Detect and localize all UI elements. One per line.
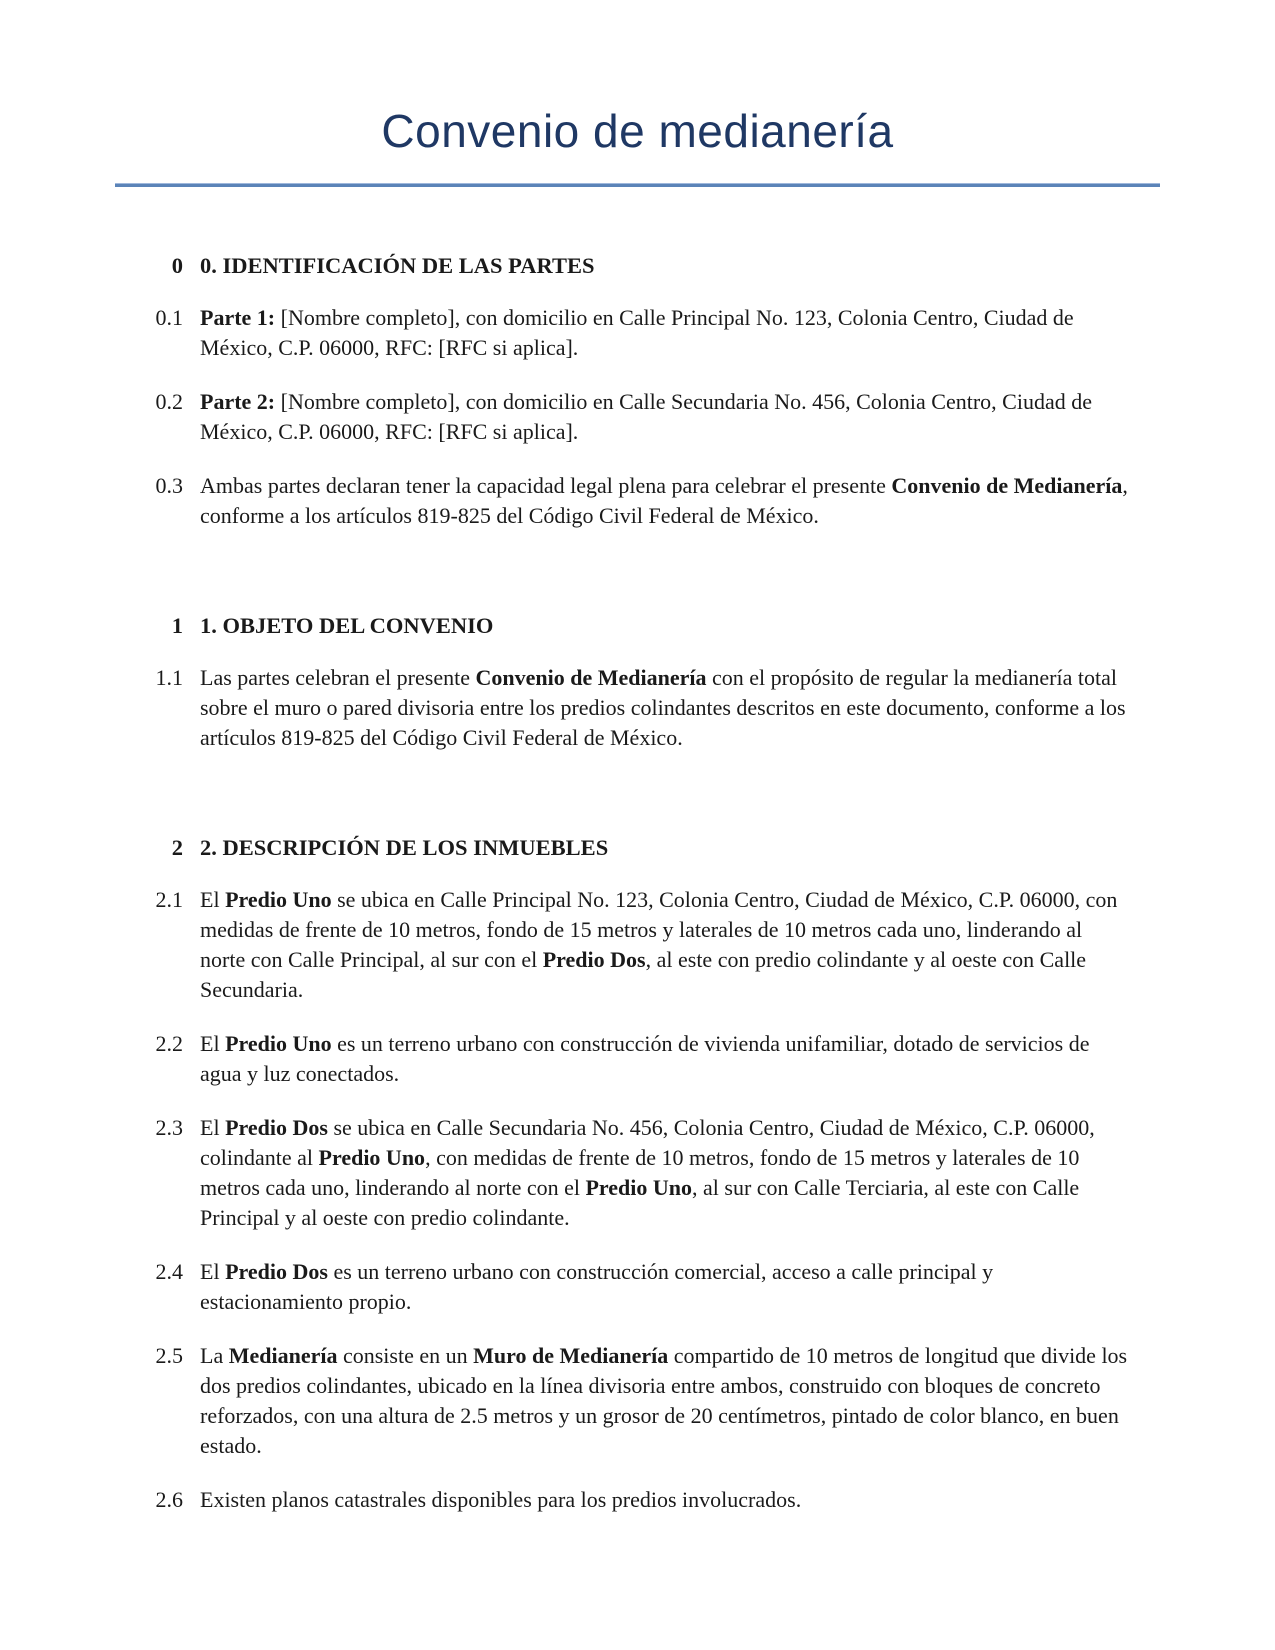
- text-segment: es un terreno urbano con construcción de vivienda unifamiliar, dotado de servicios de agua y luz conectados.: [200, 1031, 1090, 1087]
- item-number: 1.1: [155, 665, 183, 691]
- item-number: 0: [171, 253, 183, 279]
- text-segment: El: [200, 1259, 226, 1285]
- document-title: Convenio de medianería: [381, 105, 894, 157]
- text-segment: consiste en un: [337, 1343, 474, 1369]
- bold-text-segment: Predio Uno: [585, 1175, 693, 1201]
- numbered-paragraph: [115, 1257, 1132, 1317]
- text-segment: [Nombre completo], con domicilio en Calle Secundaria No. 456, Colonia Centro, Ciudad de México, C.P. 06000, RFC: [RFC si aplica].: [200, 389, 1092, 445]
- heading-text: [200, 833, 1132, 863]
- bold-text-segment: Medianería: [228, 1343, 338, 1369]
- numbered-paragraph: [115, 387, 1132, 447]
- paragraph-text: [200, 663, 1132, 753]
- numbered-paragraph: [115, 1341, 1132, 1461]
- section-heading: [115, 611, 1132, 641]
- text-segment: compartido de 10 metros de longitud que divide los dos predios colindantes, ubicado en la línea divisoria entre ambos, construido con bloques de concreto reforzados, con una altura de 2.5 metros y un grosor de 20 centímetros, pintado de color blanco, en buen estado.: [200, 1343, 1128, 1459]
- paragraph-text: [200, 1485, 1132, 1515]
- paragraph-text: [200, 1113, 1132, 1233]
- bold-text-segment: Convenio de Medianería: [891, 473, 1123, 499]
- bold-text-segment: 2. DESCRIPCIÓN DE LOS INMUEBLES: [200, 835, 609, 861]
- text-segment: Las partes celebran el presente: [200, 665, 476, 691]
- bold-text-segment: Predio Dos: [225, 1115, 328, 1141]
- item-number: 2.4: [155, 1259, 183, 1285]
- text-segment: La: [200, 1343, 229, 1369]
- item-number: 0.3: [155, 473, 183, 499]
- numbered-paragraph: [115, 663, 1132, 753]
- text-segment: se ubica en Calle Principal No. 123, Colonia Centro, Ciudad de México, C.P. 06000, con medidas de frente de 10 metros, fondo de 15 metros y laterales de 10 metros cada uno, linderando al norte con Calle Principal, al sur con el: [200, 887, 1118, 973]
- text-segment: con el propósito de regular la medianería total sobre el muro o pared divisoria entre los predios colindantes descritos en este documento, conforme a los artículos 819-825 del Código Civil Federal de México.: [200, 665, 1126, 751]
- numbered-paragraph: [115, 471, 1132, 531]
- text-segment: [Nombre completo], con domicilio en Calle Principal No. 123, Colonia Centro, Ciudad de México, C.P. 06000, RFC: [RFC si aplica].: [200, 305, 1074, 361]
- bold-text-segment: Parte 1:: [200, 305, 276, 331]
- bold-text-segment: Predio Uno: [225, 887, 332, 913]
- text-segment: , al sur con Calle Terciaria, al este con Calle Principal y al oeste con predio colindante.: [200, 1175, 1080, 1231]
- bold-text-segment: Predio Uno: [318, 1145, 426, 1171]
- paragraph-text: [200, 1029, 1132, 1089]
- paragraph-text: [200, 885, 1132, 1005]
- item-number: 2.5: [155, 1343, 183, 1369]
- item-number: 0.1: [155, 305, 183, 331]
- bold-text-segment: Predio Dos: [225, 1259, 328, 1285]
- text-segment: Existen planos catastrales disponibles para los predios involucrados.: [200, 1487, 802, 1513]
- section-heading: [115, 833, 1132, 863]
- title-rule-divider: [115, 183, 1160, 187]
- item-number: 0.2: [155, 389, 183, 415]
- text-segment: Ambas partes declaran tener la capacidad legal plena para celebrar el presente: [200, 473, 892, 499]
- bold-text-segment: 0. IDENTIFICACIÓN DE LAS PARTES: [200, 253, 595, 279]
- bold-text-segment: Predio Uno: [225, 1031, 332, 1057]
- paragraph-text: [200, 471, 1132, 531]
- numbered-paragraph: [115, 303, 1132, 363]
- paragraph-text: [200, 1341, 1132, 1461]
- bold-text-segment: Convenio de Medianería: [475, 665, 707, 691]
- numbered-paragraph: [115, 885, 1132, 1005]
- text-segment: es un terreno urbano con construcción comercial, acceso a calle principal y estacionamiento propio.: [200, 1259, 994, 1315]
- item-number: 1: [171, 613, 183, 639]
- text-segment: , con medidas de frente de 10 metros, fondo de 15 metros y laterales de 10 metros cada uno, linderando al norte con el: [200, 1145, 1080, 1201]
- section-heading: [115, 251, 1132, 281]
- text-segment: El: [200, 1115, 226, 1141]
- paragraph-text: [200, 303, 1132, 363]
- bold-text-segment: 1. OBJETO DEL CONVENIO: [200, 613, 494, 639]
- text-segment: , conforme a los artículos 819-825 del Código Civil Federal de México.: [200, 473, 1128, 529]
- item-number: 2.2: [155, 1031, 183, 1057]
- paragraph-text: [200, 1257, 1132, 1317]
- text-segment: El: [200, 887, 226, 913]
- bold-text-segment: Muro de Medianería: [473, 1343, 669, 1369]
- text-segment: El: [200, 1031, 226, 1057]
- document-body: [115, 251, 1160, 1515]
- heading-text: [200, 611, 1132, 641]
- numbered-paragraph: [115, 1029, 1132, 1089]
- bold-text-segment: Parte 2:: [200, 389, 276, 415]
- item-number: 2: [171, 835, 183, 861]
- heading-text: [200, 251, 1132, 281]
- item-number: 2.6: [155, 1487, 183, 1513]
- item-number: 2.1: [155, 887, 183, 913]
- numbered-paragraph: [115, 1485, 1132, 1515]
- numbered-paragraph: [115, 1113, 1132, 1233]
- text-segment: se ubica en Calle Secundaria No. 456, Colonia Centro, Ciudad de México, C.P. 06000, colindante al: [200, 1115, 1095, 1171]
- item-number: 2.3: [155, 1115, 183, 1141]
- paragraph-text: [200, 387, 1132, 447]
- bold-text-segment: Predio Dos: [542, 947, 646, 973]
- text-segment: , al este con predio colindante y al oeste con Calle Secundaria.: [200, 947, 1087, 1003]
